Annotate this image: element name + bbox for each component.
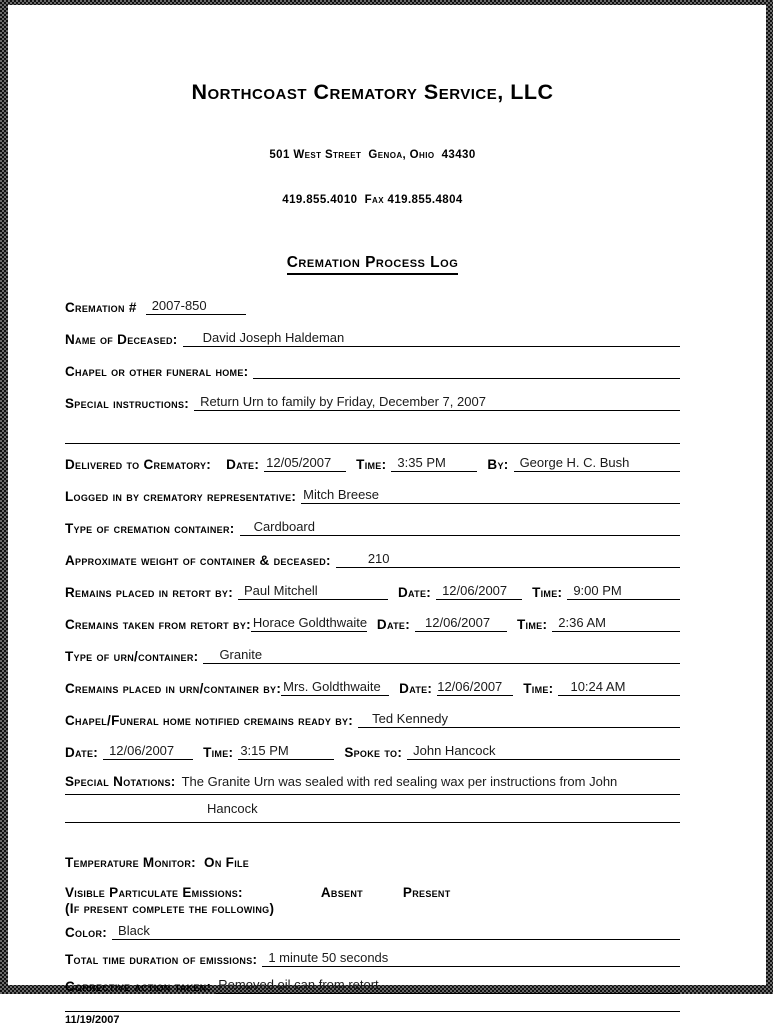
remains-placed-time-label: Time: xyxy=(532,585,563,600)
special-notations-block xyxy=(65,774,680,823)
company-address xyxy=(65,118,680,238)
container-type-row xyxy=(65,516,680,536)
special-notations-value-line2: Hancock xyxy=(65,795,680,823)
urn-type-value: Granite xyxy=(203,647,680,664)
cremains-taken-date-value: 12/06/2007 xyxy=(415,615,507,632)
cremation-number-label: Cremation # xyxy=(65,300,141,315)
color-row xyxy=(65,920,680,940)
name-of-deceased-label: Name of Deceased: xyxy=(65,332,178,347)
cremains-placed-date-label: Date: xyxy=(399,681,433,696)
chapel-funeral-home-label: Chapel or other funeral home: xyxy=(65,364,249,379)
notified-time-label: Time: xyxy=(203,745,234,760)
approx-weight-value: 210 xyxy=(336,551,680,568)
special-instructions-value: Return Urn to family by Friday, December 7, 2007 xyxy=(194,394,680,411)
delivered-time-label: Time: xyxy=(356,457,387,472)
special-notations-line1 xyxy=(65,774,680,795)
special-instructions-label: Special instructions: xyxy=(65,396,190,411)
special-instructions-row xyxy=(65,391,680,411)
container-type-label: Type of cremation container: xyxy=(65,521,235,536)
emissions-present-option: Present xyxy=(402,885,451,900)
notified-time-value: 3:15 PM xyxy=(238,743,334,760)
form-header xyxy=(65,80,680,275)
temperature-monitor-row xyxy=(65,855,680,870)
notified-by-label: Chapel/Funeral home notified cremains ready by: xyxy=(65,713,354,728)
special-notations-label: Special Notations: xyxy=(65,774,176,789)
remains-placed-date-label: Date: xyxy=(398,585,432,600)
notified-date-label: Date: xyxy=(65,745,99,760)
cremation-number-value: 2007-850 xyxy=(146,298,246,315)
delivered-row xyxy=(65,452,680,472)
color-value: Black xyxy=(112,923,680,940)
chapel-funeral-home-value xyxy=(253,362,680,379)
emissions-note: (If present complete the following) xyxy=(65,901,275,916)
temperature-monitor-label: Temperature Monitor: xyxy=(65,855,205,870)
company-name: Northcoast Crematory Service, LLC xyxy=(191,80,554,104)
address-line: 501 West Street Genoa, Ohio 43430 xyxy=(269,149,476,161)
cremains-taken-label: Cremains taken from retort by: xyxy=(65,617,251,632)
cremains-placed-time-label: Time: xyxy=(523,681,554,696)
cremains-placed-time-value: 10:24 AM xyxy=(558,679,680,696)
corrective-label: Corrective action taken: xyxy=(65,979,212,994)
corrective-row xyxy=(65,974,680,994)
corrective-value: Removed oil can from retort xyxy=(216,977,680,994)
cremains-taken-row xyxy=(65,612,680,632)
delivered-time-value: 3:35 PM xyxy=(391,455,477,472)
duration-value: 1 minute 50 seconds xyxy=(262,950,680,967)
delivered-by-value: George H. C. Bush xyxy=(514,455,680,472)
temperature-monitor-value: On File xyxy=(204,855,250,870)
spoke-to-label: Spoke to: xyxy=(344,745,403,760)
emissions-label: Visible Particulate Emissions: xyxy=(65,885,243,900)
cremation-number-row xyxy=(65,295,680,315)
spoke-to-value: John Hancock xyxy=(407,743,680,760)
delivered-date-label: Date: xyxy=(226,457,260,472)
emissions-row xyxy=(65,885,680,900)
approx-weight-row xyxy=(65,548,680,568)
cremains-taken-date-label: Date: xyxy=(376,617,410,632)
special-instructions-continuation-line xyxy=(65,425,680,444)
remains-placed-time-value: 9:00 PM xyxy=(567,583,680,600)
logged-in-label: Logged in by crematory representative: xyxy=(65,489,297,504)
container-type-value: Cardboard xyxy=(240,519,680,536)
footer-rule xyxy=(65,1011,680,1012)
cremains-taken-value: Horace Goldthwaite xyxy=(252,615,368,630)
footer-date: 11/19/2007 xyxy=(65,1014,120,1026)
emissions-note-row xyxy=(65,901,680,916)
cremains-placed-row xyxy=(65,676,680,696)
delivered-by-label: By: xyxy=(487,457,509,472)
emissions-absent-option: Absent xyxy=(320,885,363,900)
duration-label: Total time duration of emissions: xyxy=(65,952,258,967)
notified-by-row xyxy=(65,708,680,728)
special-notations-value-line1: The Granite Urn was sealed with red sealing wax per instructions from John xyxy=(181,774,618,789)
notified-datetime-row xyxy=(65,740,680,760)
color-label: Color: xyxy=(65,925,108,940)
name-of-deceased-value: David Joseph Haldeman xyxy=(183,330,680,347)
logged-in-value: Mitch Breese xyxy=(301,487,680,504)
cremains-taken-time-value: 2:36 AM xyxy=(552,615,680,632)
phone-line: 419.855.4010 Fax 419.855.4804 xyxy=(282,194,463,206)
cremains-placed-value: Mrs. Goldthwaite xyxy=(281,679,389,696)
urn-type-label: Type of urn/container: xyxy=(65,649,199,664)
remains-placed-row xyxy=(65,580,680,600)
approx-weight-label: Approximate weight of container & deceased: xyxy=(65,553,331,568)
logged-in-row xyxy=(65,484,680,504)
delivered-label: Delivered to Crematory: xyxy=(65,457,212,472)
cremains-placed-label: Cremains placed in urn/container by: xyxy=(65,681,282,696)
name-of-deceased-row xyxy=(65,327,680,347)
urn-type-row xyxy=(65,644,680,664)
notified-date-value: 12/06/2007 xyxy=(103,743,193,760)
cremation-process-log-form xyxy=(8,5,766,1026)
delivered-date-value: 12/05/2007 xyxy=(264,455,346,472)
chapel-funeral-home-row xyxy=(65,359,680,379)
remains-placed-label: Remains placed in retort by: xyxy=(65,585,233,600)
cremains-taken-time-label: Time: xyxy=(517,617,548,632)
remains-placed-date-value: 12/06/2007 xyxy=(436,583,522,600)
form-title: Cremation Process Log xyxy=(287,254,459,275)
notified-by-value: Ted Kennedy xyxy=(358,711,680,728)
cremains-placed-date-value: 12/06/2007 xyxy=(437,679,513,696)
remains-placed-value: Paul Mitchell xyxy=(238,583,388,600)
duration-row xyxy=(65,947,680,967)
